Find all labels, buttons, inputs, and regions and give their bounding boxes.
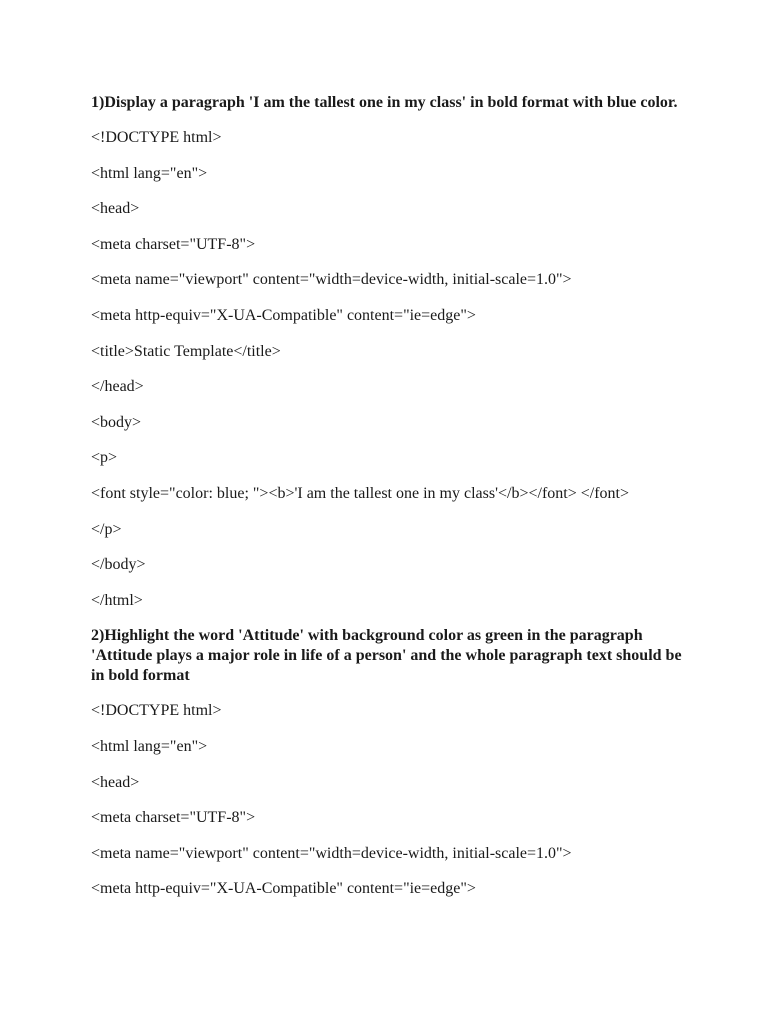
code-line: <font style="color: blue; "><b>'I am the tallest one in my class'</b></font> </font> <box>91 484 629 502</box>
code-line: <p> <box>91 449 118 467</box>
code-line: <title>Static Template</title> <box>91 342 281 360</box>
code-line: <meta charset="UTF-8"> <box>91 235 256 253</box>
code-line: <meta http-equiv="X-UA-Compatible" content="ie=edge"> <box>91 880 476 898</box>
code-line: <!DOCTYPE html> <box>91 129 222 146</box>
code-line: <meta name="viewport" content="width=device-width, initial-scale=1.0"> <box>91 271 572 289</box>
code-line: </html> <box>91 591 143 609</box>
code-line: <html lang="en"> <box>91 737 208 755</box>
code-line: <head> <box>91 200 140 218</box>
code-line: <html lang="en"> <box>91 164 208 182</box>
code-line: </p> <box>91 520 122 538</box>
code-line: <body> <box>91 413 142 431</box>
code-line: </head> <box>91 378 144 396</box>
code-block-1 <box>91 128 691 611</box>
code-line: <meta charset="UTF-8"> <box>91 809 256 827</box>
document-page <box>91 93 691 915</box>
code-line: <meta http-equiv="X-UA-Compatible" content="ie=edge"> <box>91 306 476 324</box>
code-line: <!DOCTYPE html> <box>91 702 222 720</box>
code-block-2 <box>91 701 691 899</box>
code-line: </body> <box>91 556 146 574</box>
code-line: <head> <box>91 773 140 791</box>
question-2-heading: 2)Highlight the word 'Attitude' with background color as green in the paragraph 'Attitude plays a major role in life of a person' and the whole paragraph text should be in bold format <box>91 627 682 685</box>
question-1-heading: 1)Display a paragraph 'I am the tallest one in my class' in bold format with blue color. <box>91 94 678 111</box>
code-line: <meta name="viewport" content="width=device-width, initial-scale=1.0"> <box>91 844 572 862</box>
